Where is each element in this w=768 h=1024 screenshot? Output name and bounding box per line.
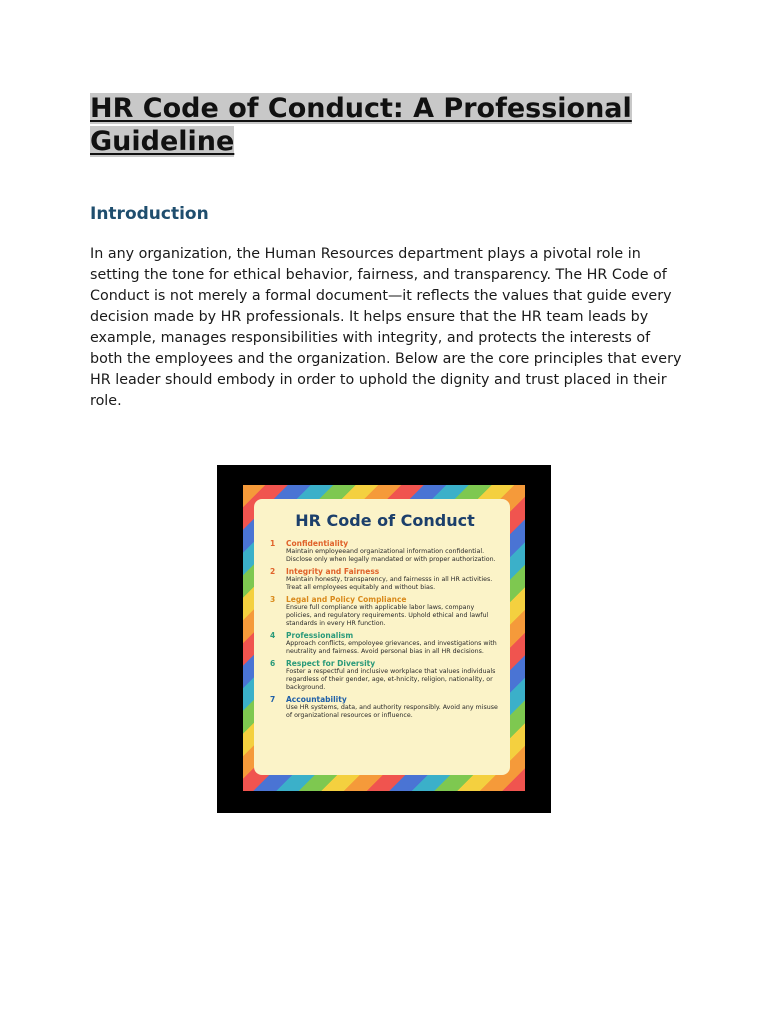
principle-body [286,659,500,692]
principle-title: Confidentiality [286,539,349,548]
principle-item [270,539,500,564]
principle-item [270,695,500,720]
principle-description: Use HR systems, data, and authority responsibly. Avoid any misuse of organizational resources or influence. [286,704,498,719]
document-title [90,92,690,158]
principle-title: Professionalism [286,631,354,640]
introduction-paragraph: In any organization, the Human Resources department plays a pivotal role in setting the tone for ethical behavior, fairness, and transparency. The HR Code of Conduct is not merely a formal document—it reflects the values that guide every decision made by HR professionals. It helps ensure that the HR team leads by example, manages responsibilities with integrity, and protects the interests of both the employees and the organization. Below are the core principles that every HR leader should embody in order to uphold the dignity and trust placed in their role. [90,246,682,409]
principle-number: 7 [270,695,276,704]
document-title-text: HR Code of Conduct: A Professional Guideline [90,93,632,157]
principle-body [286,539,500,564]
principle-body [286,695,500,720]
principle-description: Maintain honesty, transparency, and fairnesss in all HR activities. Treat all employees equitably and without bias. [286,576,493,591]
principle-item [270,595,500,628]
principle-title: Legal and Policy Compliance [286,595,407,604]
principle-description: Maintain employeeand organizational information confidential. Disclose only when legally mandated or with proper authorization. [286,548,496,563]
principle-item [270,659,500,692]
rainbow-border [243,485,525,791]
principle-body [286,595,500,628]
principle-title: Integrity and Fairness [286,567,380,576]
card-title: HR Code of Conduct [295,511,475,530]
principle-title: Respect for Diversity [286,659,376,668]
principle-description: Foster a respectful and inclusive workplace that values individuals regardless of their gender, age, et-hnicity, religion, nationality, or background. [286,668,496,691]
principle-title: Accountability [286,695,347,704]
principle-item [270,631,500,656]
principle-number: 2 [270,567,276,576]
principle-number: 4 [270,631,276,640]
principle-body [286,631,500,656]
principle-number: 1 [270,539,276,548]
introduction-heading: Introduction [90,204,209,224]
principle-number: 3 [270,595,276,604]
principle-item [270,567,500,592]
conduct-card [254,499,510,775]
principle-description: Ensure full compliance with applicable labor laws, company policies, and regulatory requirements. Uphold ethical and lawful standards in every HR function. [286,604,489,627]
principle-description: Approach conflicts, empoloyee grievances, and investigations with neutrality and fairness. Avoid personal bias in all HR decisions. [286,640,497,655]
principle-body [286,567,500,592]
code-of-conduct-image [217,465,551,813]
principle-number: 6 [270,659,276,668]
